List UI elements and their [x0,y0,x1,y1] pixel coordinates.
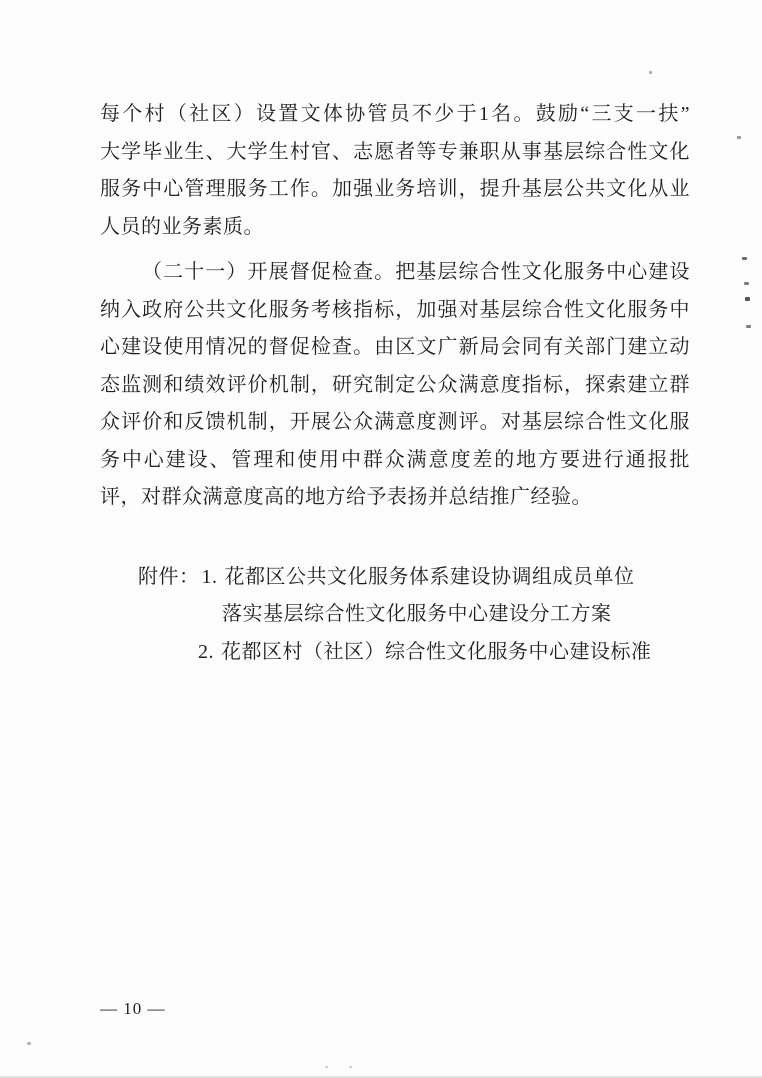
attachment-number: 1. [201,565,218,588]
scan-artifact [27,1042,31,1045]
scan-artifact [349,1066,352,1068]
text-line: 每个村（社区）设置文体协管员不少于1名。鼓励“三支一扶” [100,103,690,125]
attachments-label: 附件： [138,565,200,588]
page-number: — 10 — [100,999,166,1018]
scan-artifact [325,1066,328,1068]
scan-artifact [746,325,751,328]
text-line: 众评价和反馈机制，开展公众满意度测评。对基层综合性文化服 [100,411,690,433]
text-line: （二十一）开展督促检查。把基层综合性文化服务中心建设 [142,261,690,283]
text-line: 人员的业务素质。 [100,215,264,238]
text-line: 纳入政府公共文化服务考核指标，加强对基层综合性文化服务中 [100,298,690,321]
scan-artifact [737,136,741,139]
attachment-number: 2. [198,640,214,663]
scan-artifact [744,282,749,285]
scan-artifact [649,71,652,74]
document-body [100,0,690,671]
attachment-title-continued: 落实基层综合性文化服务中心建设分工方案 [222,603,612,625]
attachment-title: 花都区公共文化服务体系建设协调组成员单位 [224,565,635,588]
scan-artifact [745,297,750,301]
paragraph-continued [100,0,690,246]
text-line: 服务中心管理服务工作。加强业务培训，提升基层公共文化从业 [100,178,690,200]
text-line: 评，对群众满意度高的地方给予表扬并总结推广经验。 [100,486,592,508]
scan-artifact [742,257,747,260]
attachment-title: 花都区村（社区）综合性文化服务中心建设标准 [221,640,652,663]
attachment-item-2-line-1 [138,634,690,672]
text-line: 大学毕业生、大学生村官、志愿者等专兼职从事基层综合性文化 [100,140,690,163]
text-line: 态监测和绩效评价机制，研究制定公众满意度指标，探索建立群 [100,373,690,396]
attachments-block [138,559,690,672]
text-line: 心建设使用情况的督促检查。由区文广新局会同有关部门建立动 [100,336,690,358]
text-line: 务中心建设、管理和使用中群众满意度差的地方要进行通报批 [100,448,690,471]
paragraph-item-21 [100,254,690,517]
attachment-item-1-line-1 [138,559,690,597]
attachment-item-1-line-2 [138,596,690,634]
